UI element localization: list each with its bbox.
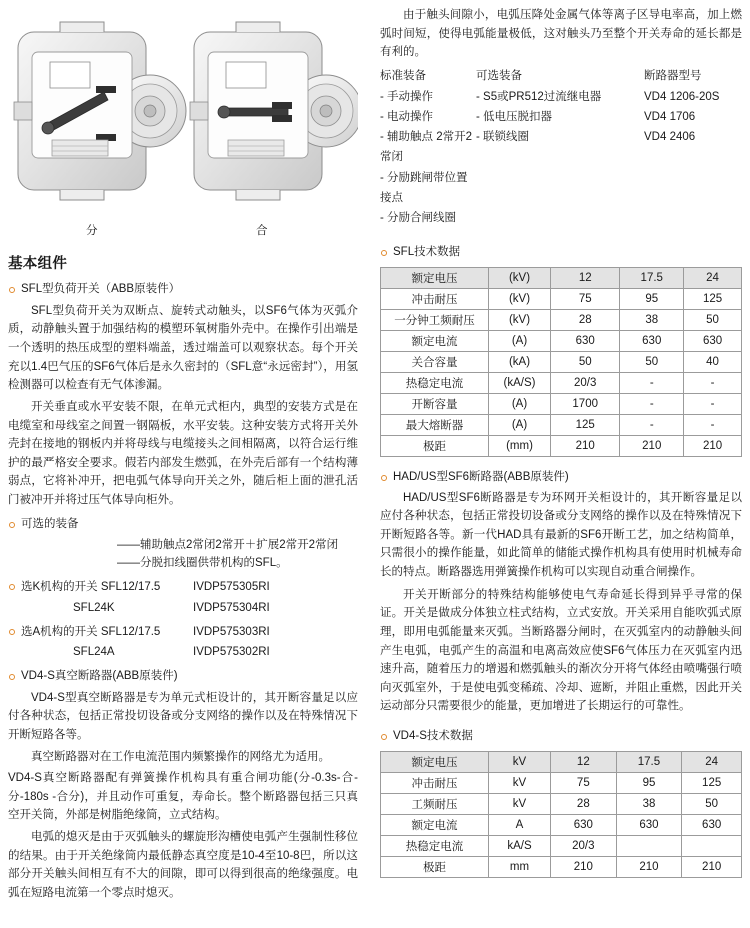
breaker-model-title: 断路器型号	[644, 69, 702, 82]
vd4-cell: 210	[616, 856, 682, 877]
sfl-cell: 75	[551, 288, 620, 309]
vd4-cell: 热稳定电流	[381, 835, 489, 856]
table-row	[381, 772, 742, 793]
sfl-cell: 极距	[381, 435, 489, 456]
table-row	[381, 814, 742, 835]
bullet-had-title: HAD/US型SF6断路器(ABB原装件)	[380, 469, 742, 487]
a-mechanism-sub-label: SFL24A	[73, 646, 115, 659]
vd4-cell: 极距	[381, 856, 489, 877]
vd4-cell: 95	[616, 772, 682, 793]
vd4-cell: 50	[682, 793, 742, 814]
vd4-th: kV	[489, 751, 551, 772]
standard-equipment-item: - 手动操作	[380, 91, 434, 103]
k-mechanism-row-2	[21, 599, 358, 617]
standard-equipment-item: - 辅助触点 2常开2常闭	[380, 131, 473, 164]
equipment-columns	[380, 66, 742, 228]
sfl-cell: 630	[684, 330, 742, 351]
vd4-cell	[682, 835, 742, 856]
sfl-cell: -	[684, 372, 742, 393]
vd4-cell: A	[489, 814, 551, 835]
vd4-cell: 28	[551, 793, 617, 814]
bullet-k-mechanism	[8, 578, 358, 596]
vd4-cell: kV	[489, 772, 551, 793]
vd4-th: 24	[682, 751, 742, 772]
k-mechanism-label: 选K机构的开关 SFL12/17.5	[21, 581, 161, 594]
sfl-cell: 最大熔断器	[381, 414, 489, 435]
sfl-cell: 热稳定电流	[381, 372, 489, 393]
figure-caption-open: 分	[86, 225, 98, 237]
vd4-cell: 630	[616, 814, 682, 835]
sfl-cell: (mm)	[489, 435, 551, 456]
table-row	[381, 414, 742, 435]
sfl-cell: -	[620, 372, 684, 393]
vd4-cell: 630	[682, 814, 742, 835]
bullet-vd4s-tech-data-title: VD4-S技术数据	[380, 728, 742, 746]
a-mechanism-code-1: IVDP575303RI	[193, 626, 270, 639]
sfl-paragraph-2: 开关垂直或水平安装不限，在单元式柜内，典型的安装方式是在电缆室和母线室之间置一钢隔板，水平安装。这种安装方式将开关外壳封在接地的钢板内并将母线与电缆接头之间相隔离，以符合运行维护的最严格安全要求。假若内部发生燃弧，在外壳后部有一个结构薄弱点，它将补冲开，把电弧气体导向开关之外，随后柜上面的泄孔活门被冲开并将过压气体导向柜外。	[8, 400, 358, 507]
sfl-cell: 125	[551, 414, 620, 435]
breaker-model-item: VD4 1206-20S	[644, 91, 720, 103]
sfl-cell: -	[684, 393, 742, 414]
sfl-paragraph-1: SFL型负荷开关为双断点、旋转式动触头，以SF6气体为灭弧介质，动静触头置于加强结构的模塑环氧树脂外壳中。在操作引出端是一个透明的热压成型的塑料端盖，透过端盖可以观察状态。每个开关充以1.4巴气压的SF6气体后是永久密封的（SFL意“永远密封”），用氢检测器可以检查有无气体渗漏。	[8, 304, 358, 392]
sfl-cell: (kV)	[489, 309, 551, 330]
bullet-sfl-switch-title: SFL型负荷开关（ABB原装件）	[8, 281, 358, 299]
a-mechanism-label: 选A机构的开关 SFL12/17.5	[21, 626, 161, 639]
vd4s-tech-data-table	[380, 751, 742, 878]
vd4-cell: 630	[551, 814, 617, 835]
vd4-cell: 125	[682, 772, 742, 793]
sfl-cell: 40	[684, 351, 742, 372]
standard-equipment-item: - 分励跳闸带位置接点	[380, 171, 468, 204]
right-column	[372, 0, 750, 928]
bullet-a-mechanism	[8, 623, 358, 641]
breaker-model-column	[644, 66, 742, 228]
vd4-th: 17.5	[616, 751, 682, 772]
figure-caption-closed: 合	[256, 225, 268, 237]
sfl-cell: 20/3	[551, 372, 620, 393]
table-header-row	[381, 751, 742, 772]
table-row	[381, 288, 742, 309]
k-mechanism-code-1: IVDP575305RI	[193, 581, 270, 594]
sfl-th: 12	[551, 267, 620, 288]
sfl-cell: -	[684, 414, 742, 435]
vd4-cell	[616, 835, 682, 856]
sfl-cell: -	[620, 393, 684, 414]
sfl-cell: 50	[684, 309, 742, 330]
k-mechanism-row-1	[21, 578, 358, 596]
sfl-cell: 28	[551, 309, 620, 330]
table-row	[381, 330, 742, 351]
optional-equipment-line-1	[21, 536, 358, 554]
optional-equipment-text-1: ——辅助触点2常闭2常开＋扩展2常开2常闭	[117, 538, 339, 551]
sfl-cell: 210	[620, 435, 684, 456]
sfl-cell: 1700	[551, 393, 620, 414]
spacer-2	[21, 554, 117, 572]
sfl-cell: 开断容量	[381, 393, 489, 414]
table-row	[381, 393, 742, 414]
table-header-row	[381, 267, 742, 288]
vd4-cell: 75	[551, 772, 617, 793]
sfl-cell: (A)	[489, 330, 551, 351]
a-mechanism-row-2	[21, 643, 358, 661]
a-mechanism-code-2: IVDP575302RI	[193, 646, 270, 659]
switch-diagram-svg	[8, 10, 358, 224]
sfl-cell: 额定电流	[381, 330, 489, 351]
optional-equipment-item: - 联锁线圈	[476, 131, 530, 144]
sfl-cell: 38	[620, 309, 684, 330]
vd4-cell: 工频耐压	[381, 793, 489, 814]
vd4s-paragraph-4: 电弧的熄灭是由于灭弧触头的螺旋形沟槽使电弧产生强制性移位的结果。由于开关绝缘筒内最低静态真空度是10-4至10-8巴，所以这部分开关触头间相互有不大的间隙，即可以得到很高的绝缘强度。电弧在短路电流第一个零点时熄灭。	[8, 831, 358, 899]
switch-diagram-figure	[8, 10, 358, 242]
vd4-th: 12	[551, 751, 617, 772]
standard-equipment-item: - 分励合闸线圈	[380, 211, 457, 224]
sfl-cell: 关合容量	[381, 351, 489, 372]
vd4-cell: 210	[551, 856, 617, 877]
spacer-1	[21, 536, 117, 554]
vd4-cell: mm	[489, 856, 551, 877]
k-mechanism-code-2: IVDP575304RI	[193, 601, 270, 614]
standard-equipment-title: 标准装备	[380, 69, 426, 82]
table-row	[381, 435, 742, 456]
had-paragraph-1: HAD/US型SF6断路器是专为环网开关柜设计的，其开断容量足以应付各种状态，包括正常投切设备或分支网络的操作以及在特殊情况下开断短路各等。新一代HAD具有最新的SF6开断工艺，加之结构简单，只需很小的操作能量，如此简单的储能式操作机构具有使用时机械寿命长的特点。断路器选用弹簧操作机构可以实现自动重合闸操作。	[380, 491, 742, 578]
vd4s-paragraph-3: VD4-S真空断路器配有弹簧操作机构具有重合闸功能(分-0.3s-合-分-180s -合分)，并且动作可重复，寿命长。整个断路器包括三只真空开关筒，外部是树脂绝缘筒，立式结构。	[8, 772, 358, 822]
sfl-cell: 210	[551, 435, 620, 456]
section-title-basic-components: 基本组件	[8, 256, 68, 272]
left-column	[0, 0, 368, 928]
sfl-cell: 50	[551, 351, 620, 372]
breaker-model-item: VD4 1706	[644, 111, 696, 124]
sfl-cell: -	[620, 414, 684, 435]
had-paragraph-2: 开关开断部分的特殊结构能够使电气寿命延长得到异乎寻常的保证。开关是做成分体独立柱式结构，立式安放。开关采用自能吹弧式原理，即用电弧能量来灭弧。当断路器分闸时，在灭弧室内的动静触头间产生电弧，电弧产生的高温和电离高效应使SF6气体压力在灭弧室内迅速升高，随着压力的增遏和燃弧触头的渐次分开将气体经由喷嘴强行喷向灭弧室外，于是使电弧变稀疏、冷却、遮断，并阻止重燃，因此开关运动部分只需要很少的能量，更加增进了长期运行的可靠性。	[380, 588, 742, 713]
table-row	[381, 856, 742, 877]
k-mechanism-sub-label: SFL24K	[73, 601, 115, 614]
breaker-model-item: VD4 2406	[644, 131, 696, 144]
table-row	[381, 793, 742, 814]
sfl-cell: 95	[620, 288, 684, 309]
sfl-cell: (kV)	[489, 288, 551, 309]
vd4-cell: 210	[682, 856, 742, 877]
sfl-cell: (A)	[489, 414, 551, 435]
optional-equipment-text-2: ——分脱扣线圈供带机构的SFL。	[117, 556, 288, 569]
optional-equipment-line-2	[21, 554, 358, 572]
vd4-cell: 额定电流	[381, 814, 489, 835]
vd4-th: 额定电压	[381, 751, 489, 772]
sfl-cell: (kA/S)	[489, 372, 551, 393]
a-mechanism-row-1	[21, 623, 358, 641]
sfl-tech-data-table	[380, 267, 742, 457]
sfl-cell: 630	[551, 330, 620, 351]
sfl-th: 17.5	[620, 267, 684, 288]
sfl-th: 24	[684, 267, 742, 288]
vd4-cell: 38	[616, 793, 682, 814]
bullet-vd4s-title: VD4-S真空断路器(ABB原装件)	[8, 668, 358, 686]
optional-equipment-column	[476, 66, 644, 228]
right-intro-paragraph: 由于触头间隙小，电弧压降处金属气体等离子区导电率高，加上燃弧时间短，使得电弧能量极低，这对触头乃至整个开关寿命的延长都是有利的。	[380, 9, 742, 59]
sfl-cell: 冲击耐压	[381, 288, 489, 309]
vd4-cell: 冲击耐压	[381, 772, 489, 793]
vd4-cell: kV	[489, 793, 551, 814]
standard-equipment-item: - 电动操作	[380, 111, 434, 124]
sfl-th: (kV)	[489, 267, 551, 288]
table-row	[381, 835, 742, 856]
sfl-cell: (A)	[489, 393, 551, 414]
sfl-cell: 630	[620, 330, 684, 351]
optional-equipment-item: - S5或PR512过流继电器	[476, 91, 602, 103]
sfl-cell: 210	[684, 435, 742, 456]
vd4-cell: 20/3	[551, 835, 617, 856]
optional-equipment-item: - 低电压脱扣器	[476, 111, 553, 124]
table-row	[381, 372, 742, 393]
sfl-cell: 一分钟工频耐压	[381, 309, 489, 330]
sfl-cell: 125	[684, 288, 742, 309]
sfl-cell: 50	[620, 351, 684, 372]
vd4s-paragraph-1: VD4-S型真空断路器是专为单元式柜设计的，其开断容量足以应付各种状态，包括正常投切设备或分支网络的操作以及在特殊情况下开断短路各等。	[8, 691, 358, 741]
bullet-optional-equipment-title: 可选的装备	[8, 516, 358, 534]
vd4s-paragraph-2: 真空断路器对在工作电流范围内频繁操作的网络尤为适用。	[31, 750, 330, 763]
optional-equipment-title: 可选装备	[476, 69, 522, 82]
table-row	[381, 309, 742, 330]
sfl-cell: (kA)	[489, 351, 551, 372]
table-row	[381, 351, 742, 372]
sfl-th: 额定电压	[381, 267, 489, 288]
bullet-sfl-tech-data-title: SFL技术数据	[380, 244, 742, 262]
vd4-cell: kA/S	[489, 835, 551, 856]
standard-equipment-column	[380, 66, 476, 228]
